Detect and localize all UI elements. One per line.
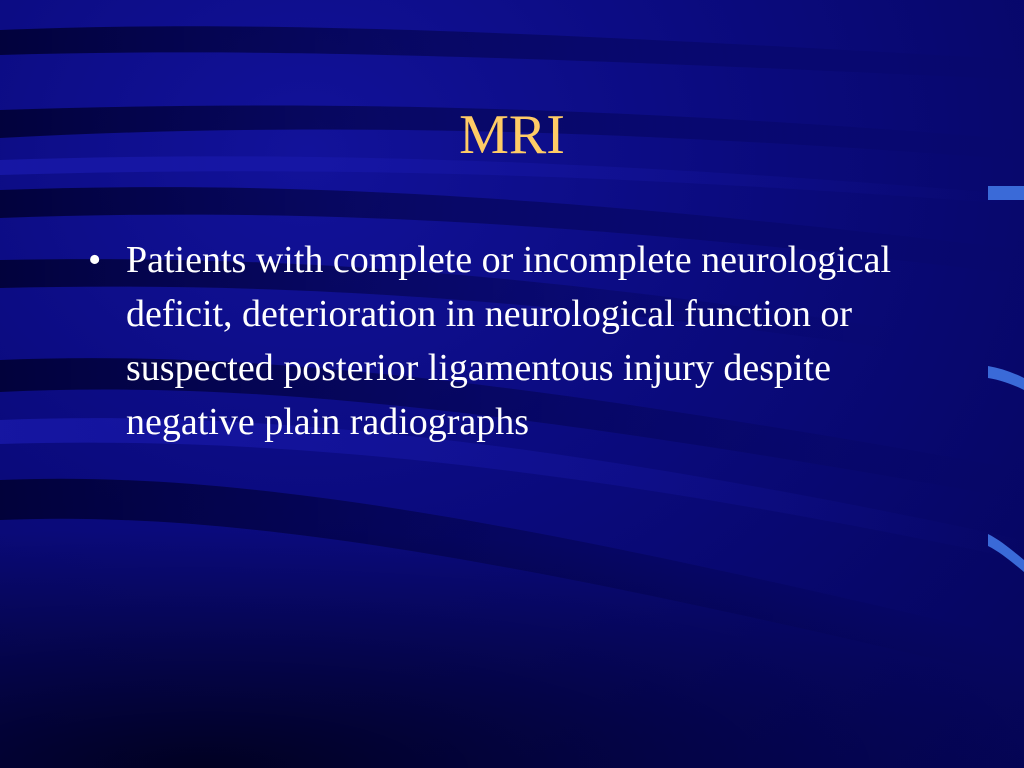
slide-title: MRI [459,104,565,166]
accent-mark-1 [988,186,1024,200]
bullet-text: Patients with complete or incomplete neurological deficit, deterioration in neurological function or suspected posterior ligamentous injury despite negative plain radiographs [126,239,892,443]
bullet-marker: • [88,239,102,281]
bullet-item [88,233,948,449]
accent-mark-2 [988,366,1024,390]
bullet-list [88,233,948,449]
swoosh-dark-top [0,26,1024,80]
